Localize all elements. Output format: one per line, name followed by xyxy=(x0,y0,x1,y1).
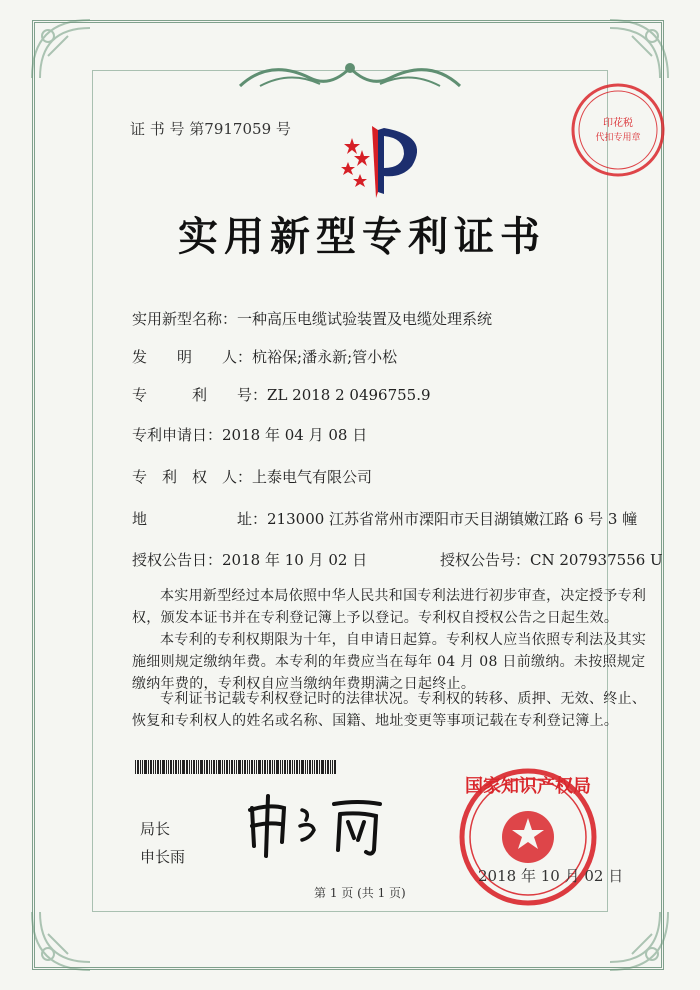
barcode-bar xyxy=(321,760,324,774)
barcode-bar xyxy=(140,760,141,774)
field-label: 地 址： xyxy=(132,510,268,528)
barcode-bar xyxy=(189,760,190,774)
field-label: 专利申请日： xyxy=(132,426,223,444)
barcode-bar xyxy=(307,760,308,774)
barcode-bar xyxy=(157,760,159,774)
barcode-bar xyxy=(309,760,311,774)
barcode-bar xyxy=(231,760,233,774)
barcode-bar xyxy=(319,760,320,774)
barcode-bar xyxy=(289,760,291,774)
barcode-bar xyxy=(274,760,275,774)
barcode-bar xyxy=(150,760,152,774)
certificate-number: 证 书 号 第7917059 号 xyxy=(130,120,291,138)
barcode-bar xyxy=(191,760,192,774)
barcode-bar xyxy=(247,760,248,774)
barcode-bar xyxy=(193,760,195,774)
barcode-bar xyxy=(144,760,147,774)
barcode-bar xyxy=(211,760,212,774)
barcode-bar xyxy=(238,760,241,774)
field-label: 专 利 权 人： xyxy=(132,468,253,486)
barcode-bar xyxy=(258,760,261,774)
barcode-bar xyxy=(175,760,177,774)
field-label: 授权公告号： xyxy=(440,551,531,569)
barcode-bar xyxy=(272,760,273,774)
barcode-bar xyxy=(182,760,185,774)
barcode-bar xyxy=(166,760,167,774)
barcode-bar xyxy=(284,760,286,774)
field-value: 一种高压电缆试验装置及电缆处理系统 xyxy=(237,310,493,328)
barcode-bar xyxy=(269,760,271,774)
field-label: 授权公告日： xyxy=(132,551,223,569)
corner-ornament-icon xyxy=(28,908,94,974)
barcode-bar xyxy=(301,760,304,774)
barcode-bar xyxy=(264,760,266,774)
barcode-bar xyxy=(196,760,197,774)
tax-stamp-icon xyxy=(568,80,668,180)
barcode-bar xyxy=(296,760,298,774)
official-seal-icon xyxy=(448,762,608,912)
barcode-bar xyxy=(206,760,208,774)
barcode-bar xyxy=(170,760,172,774)
field-label: 发 明 人： xyxy=(132,348,253,366)
field-grant-date xyxy=(132,549,367,570)
svg-text:代扣专用章: 代扣专用章 xyxy=(595,133,641,143)
barcode-bar xyxy=(249,760,250,774)
barcode-bar xyxy=(262,760,263,774)
corner-ornament-icon xyxy=(28,16,94,82)
field-filing-date xyxy=(132,424,367,445)
field-patent-number xyxy=(132,384,431,405)
corner-ornament-icon xyxy=(606,908,672,974)
barcode-bar xyxy=(294,760,295,774)
paragraph-term-statement: 本专利的专利权期限为十年，自申请日起算。专利权人应当依照专利法及其实施细则规定缴纳年费。本专利的年费应当在每年 04 月 08 日前缴纳。未按照规定缴纳年费的，专利权自应当缴纳年费期满之日起终止。 xyxy=(132,632,647,692)
field-value: 杭裕保;潘永新;管小松 xyxy=(252,348,398,366)
barcode-bar xyxy=(153,760,154,774)
barcode-bar xyxy=(229,760,230,774)
barcode-bar xyxy=(178,760,179,774)
barcode-bar xyxy=(209,760,210,774)
barcode-bar xyxy=(276,760,279,774)
barcode-bar xyxy=(236,760,237,774)
barcode-bar xyxy=(222,760,223,774)
field-label: 实用新型名称： xyxy=(132,310,238,328)
barcode-bar xyxy=(162,760,165,774)
barcode-bar xyxy=(282,760,283,774)
barcode-bar xyxy=(160,760,161,774)
barcode-bar xyxy=(155,760,156,774)
page-footer: 第 1 页 (共 1 页) xyxy=(314,886,406,900)
barcode-bar xyxy=(173,760,174,774)
barcode-bar xyxy=(186,760,188,774)
barcode-bar xyxy=(218,760,221,774)
barcode-bar xyxy=(244,760,246,774)
barcode-bar xyxy=(312,760,313,774)
field-utility-name xyxy=(132,308,492,329)
barcode-bar xyxy=(234,760,235,774)
barcode-bar xyxy=(256,760,257,774)
barcode-bar xyxy=(226,760,228,774)
svg-text:印花税: 印花税 xyxy=(603,118,633,129)
barcode-bar xyxy=(280,760,281,774)
field-inventors xyxy=(132,346,397,367)
issue-date: 2018 年 10 月 02 日 xyxy=(478,867,624,885)
barcode-bar xyxy=(251,760,253,774)
field-value: CN 207937556 U xyxy=(530,551,663,569)
barcode-bar xyxy=(314,760,315,774)
barcode-bar xyxy=(213,760,215,774)
barcode-bar xyxy=(142,760,143,774)
certificate-title: 实用新型专利证书 xyxy=(178,213,546,260)
director-title: 局长 xyxy=(140,820,171,838)
top-ornament-icon xyxy=(230,56,470,96)
barcode-bar xyxy=(267,760,268,774)
field-label: 专 利 号： xyxy=(132,386,268,404)
barcode-bar xyxy=(204,760,205,774)
barcode-bar xyxy=(330,760,331,774)
svg-text:国家知识产权局: 国家知识产权局 xyxy=(465,776,591,797)
barcode-bar xyxy=(135,760,136,774)
barcode-bar xyxy=(305,760,306,774)
director-signature xyxy=(240,790,400,860)
field-value: ZL 2018 2 0496755.9 xyxy=(267,386,431,404)
barcode-bar xyxy=(332,760,333,774)
barcode-bar xyxy=(325,760,326,774)
barcode-bar xyxy=(327,760,329,774)
barcode-bar xyxy=(180,760,181,774)
barcode-bar xyxy=(148,760,149,774)
barcode-bar xyxy=(224,760,225,774)
barcode xyxy=(135,760,420,774)
field-address xyxy=(132,508,637,529)
field-value: 213000 江苏省常州市溧阳市天目湖镇嫩江路 6 号 3 幢 xyxy=(267,510,638,528)
barcode-bar xyxy=(137,760,139,774)
paragraph-legal-status: 专利证书记载专利权登记时的法律状况。专利权的转移、质押、无效、终止、恢复和专利权人的姓名或名称、国籍、地址变更等事项记载在专利登记簿上。 xyxy=(132,691,647,729)
barcode-bar xyxy=(316,760,318,774)
barcode-bar xyxy=(216,760,217,774)
field-value: 上泰电气有限公司 xyxy=(252,468,373,486)
barcode-bar xyxy=(292,760,293,774)
field-patentee xyxy=(132,466,372,487)
barcode-bar xyxy=(242,760,243,774)
barcode-bar xyxy=(299,760,300,774)
paragraph-grant-statement: 本实用新型经过本局依照中华人民共和国专利法进行初步审查，决定授予专利权，颁发本证书并在专利登记簿上予以登记。专利权自授权公告之日起生效。 xyxy=(132,588,647,626)
barcode-bar xyxy=(254,760,255,774)
barcode-bar xyxy=(287,760,288,774)
field-value: 2018 年 04 月 08 日 xyxy=(222,426,368,444)
director-name: 申长雨 xyxy=(140,848,186,866)
field-value: 2018 年 10 月 02 日 xyxy=(222,551,368,569)
corner-ornament-icon xyxy=(606,16,672,82)
barcode-bar xyxy=(198,760,199,774)
barcode-bar xyxy=(168,760,169,774)
barcode-bar xyxy=(200,760,203,774)
field-grant-number xyxy=(440,549,663,570)
barcode-bar xyxy=(334,760,336,774)
cnipa-logo-icon xyxy=(338,118,438,198)
